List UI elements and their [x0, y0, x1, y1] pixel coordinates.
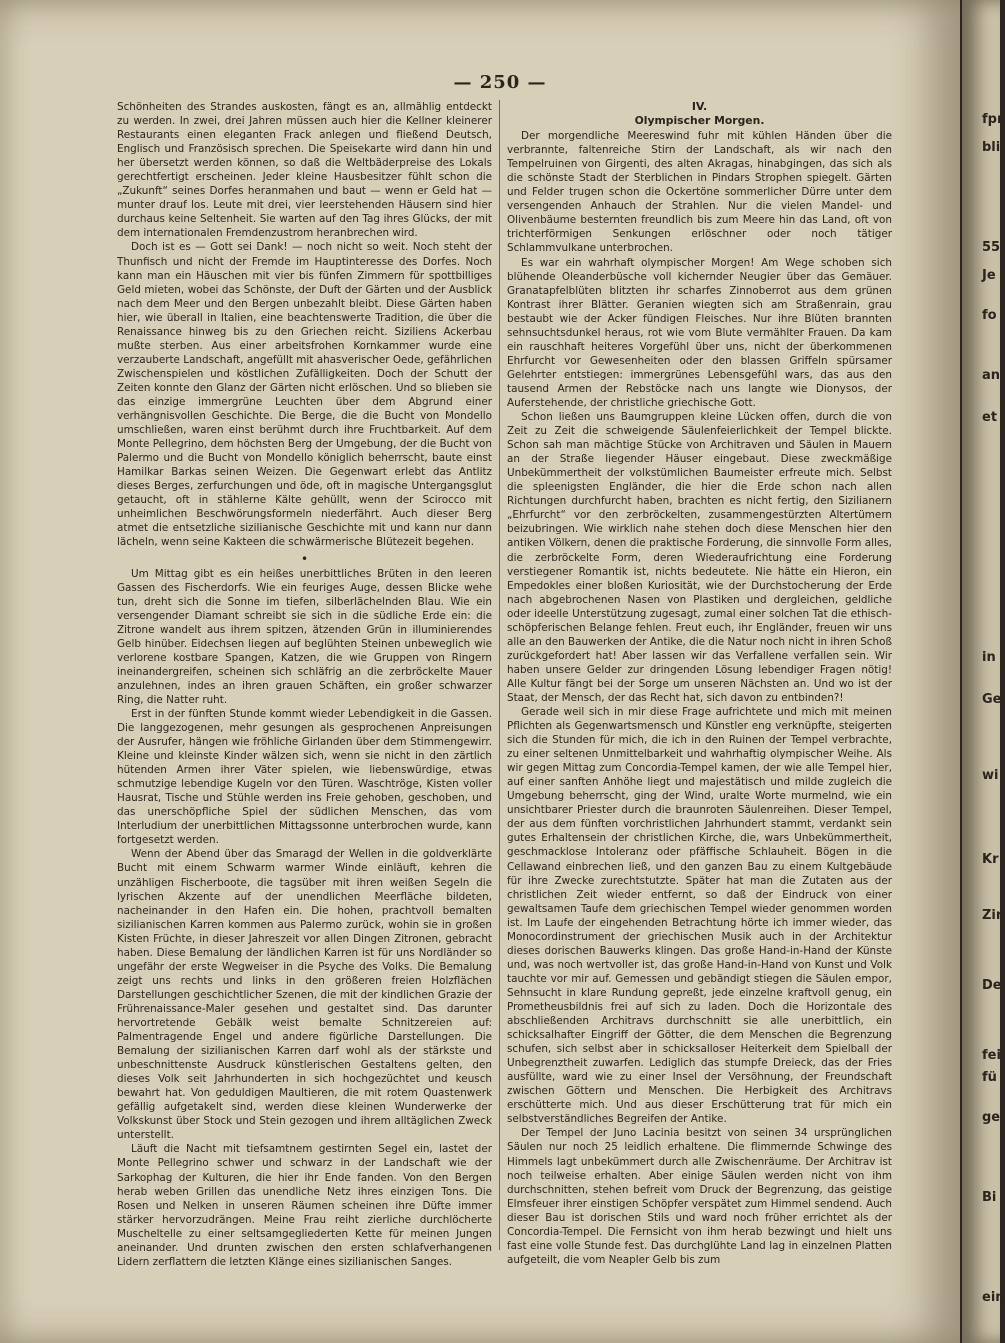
paragraph: Gerade weil sich in mir diese Frage aufrichtete und mich mit meinen Pflichten als Gegenwartsmensch und Künstler eng verknüpfte, steigerten sich die Stunden für mich, die ich in den Ruinen der Tempel verbrachte, zu einer seltenen Unmittelbarkeit und wahrhaftig olympischer Weihe. Als wir gegen Mittag zum Concordia-Tempel kamen, der wie alle Tempel hier, auf einer sanften Anhöhe liegt und majestätisch und milde zugleich die Umgebung beherrscht, ging der Wind, uralte Worte murmelnd, wie ein unsichtbarer Priester durch die braunroten Säulenreihen. Dieser Tempel, der aus dem fünften vorchristlichen Jahrhundert stammt, verdankt sein gutes Erhaltensein der christlichen Kirche, die, wars Unbekümmertheit, geschmacklose Intoleranz oder pfäffische Schlauheit. Bögen in die Cellawand einbrechen ließ, und den ganzen Bau zu einem Kultgebäude für ihre Zwecke zurechtstutzte. Später hat man die Zutaten aus der christlichen Zeit wieder entfernt, so daß der Eindruck von einer gewaltsamen Taufe dem griechischen Tempel wieder genommen worden ist. Im Laufe der eingehenden Betrachtung hörte ich immer wieder, das Monocordinstrument der griechischen Musik auch in der Architektur dieses dorischen Bauwerks klingen. Das große Hand-in-Hand der Künste und, was noch wertvoller ist, das große Hand-in-Hand von Kunst und Volk tauchte vor mir auf. Gemessen und gebändigt stiegen die Säulen empor, Sehnsucht in klare Rundung gepreßt, jede einzelne kraftvoll genug, ein Prometheusbildnis frei auf sich zu laden. Doch die Horizontale des abschließenden Architravs durchschnitt sie alle unerbittlich, ein schicksalhafter Eingriff der Götter, die dem Menschen die Begrenzung schufen, sich selbst aber in schicksalloser Heiterkeit dem Spielball der Unbegrenztheit zuwarfen. Lediglich das stumpfe Dreieck, das der Fries ausfüllte, ward wie zu einer Insel der Versöhnung, der Freundschaft zwischen Göttern und Menschen. Die Herbigkeit des Architravs erschütterte mich. Und aus dieser Erschütterung trat für mich ein selbstverständliches Begreifen der Antike.: [507, 706, 892, 1126]
adjacent-page-fragment: Ge: [982, 692, 1002, 707]
adjacent-page-fragment: Je: [982, 268, 996, 283]
paragraph: Es war ein wahrhaft olympischer Morgen! Am Wege schoben sich blühende Oleanderbüsche voll kichernder Neugier über das Gemäuer. Granatapfelblüten blitzten ihr scharfes Zinnoberrot aus dem grünen Kontrast ihrer Blätter. Geranien wiegten sich am Straßenrain, grau bestaubt wie der Acker fündigen Fleisches. Nur ihre Blüten brannten sehnsuchtsdunkel heraus, rot wie vom Blute vermählter Frauen. Da kam ein rauschhaft heiteres Vorgefühl über uns, nicht der überkommenen Ehrfurcht vor Gewesenheiten oder den blassen Griffeln spürsamer Gelehrter entstiegen: immergrünes Lebensgefühl wars, das aus den tausend Armen der Rebstöcke nach uns langte wie Dionysos, der Auferstehende, der christliche griechische Gott.: [507, 256, 892, 409]
adjacent-page-edge: [962, 0, 1005, 1343]
adjacent-page-fragment: in: [982, 650, 996, 665]
left-column-text-part-1: [117, 100, 492, 550]
right-column-text: [507, 129, 892, 1267]
paragraph: Schon ließen uns Baumgruppen kleine Lücken offen, durch die von Zeit zu Zeit die schweigende Säulenfeierlichkeit der Tempel blickte. Schon sah man mächtige Stücke von Architraven und Säulen in Mauern an der Straße liegender Häuser eingebaut. Diese zweckmäßige Unbekümmertheit der volkstümlichen Baumeister erfreute mich. Selbst die spleenigsten Engländer, die hier die Erde schon nach allen Richtungen durchfurcht haben, brachten es nicht fertig, den Sizilianern „Ehrfurcht“ vor den zerbröckelten, zusammengestürzten Altertümern beizubringen. Wie wirklich nahe stehen doch diese Menschen hier den antiken Völkern, denen die praktische Forderung, die sinnvolle Form alles, die zerbröckelte Form, deren Wiederaufrichtung eine Forderung verstiegener Romantik ist, nichts bedeutete. Nie hätte ein Hieron, ein Empedokles einer bloßen Kuriosität, wie der Durchstocherung der Erde nach abgebrochenen Nasen von Plastiken und dergleichen, geldliche oder ideelle Unterstützung zugesagt, zumal einer solchen Tat die ethisch-schöpferischen Belange fehlen. Freut euch, ihr Engländer, freuen wir uns alle an den Bauwerken der Antike, die die Natur noch nicht in ihren Schoß zurückgefordert hat! Aber lassen wir das Verfallene verfallen sein. Wir haben unsere Gelder zur dringenden Lösung lebendiger Fragen nötig! Alle Kultur fängt bei der Sorge um unseren Nächsten an. Und wo ist der Staat, der Mensch, der das Recht hat, sich davon zu entbinden?!: [507, 411, 892, 704]
paragraph: Läuft die Nacht mit tiefsamtnem gestirnten Segel ein, lastet der Monte Pellegrino schwer und schwarz in der Landschaft wie der Sarkophag der Kulturen, die hier ihr Ende fanden. Von den Bergen herab weben Grillen das unendliche Netz ihres einzigen Tons. Die Rosen und Nelken in unseren Räumen scheinen ihre Düfte immer stärker hervorzudrängen. Meine Frau reiht zierliche durchlöcherte Muscheltelle zu einer seltsamgegliederten Kette für meinen Jungen aneinander. Und drunten zwischen den ersten schlafverhangenen Lidern zerflattern die letzten Klänge eines sizilianischen Sanges.: [117, 1143, 492, 1268]
section-title: Olympischer Morgen.: [634, 114, 765, 128]
adjacent-page-fragment: et: [982, 410, 998, 425]
adjacent-page-fragment: 55,: [982, 240, 1005, 255]
adjacent-page-fragment: fü: [982, 1070, 997, 1085]
adjacent-page-fragment: ein: [982, 1290, 1005, 1305]
paragraph: Schönheiten des Strandes auskosten, fängt es an, allmählig entdeckt zu werden. In zwei, drei Jahren müssen auch hier die Kellner kleinerer Restaurants einen eleganten Frack anlegen und fließend Deutsch, Englisch und Französisch sprechen. Die Speisekarte wird dann hin und her übersetzt werden können, so daß die Weltbäderpreise des Lokals gerechtfertigt erscheinen. Jeder kleine Hausbesitzer fühlt schon die „Zukunft“ seines Dorfes heranmahen und baut — wenn er Geld hat — munter drauf los. Leute mit drei, vier leerstehenden Häusern sind hier durchaus keine Seltenheit. Sie warten auf den Tag ihres Glücks, der mit dem internationalen Fremdenzustrom heranbrechen wird.: [117, 101, 492, 240]
paragraph: Erst in der fünften Stunde kommt wieder Lebendigkeit in die Gassen. Die langgezogenen, mehr gesungen als gesprochenen Anpreisungen der Ausrufer, hängen wie fröhliche Girlanden über dem Stimmengewirr. Kleine und kleinste Kinder wälzen sich, wenn sie nicht in den zärtlich hütenden Armen ihrer Väter spielen, wie liebenswürdige, etwas schmutzige lebendige Kugeln vor den Türen. Waschtröge, Kisten voller Hausrat, Tische und Stühle werden ins Freie gehoben, geschoben, und das unerschöpfliche Spiel der südlichen Menschen, das vom Interludium der unerbittlichen Mittagssonne unterbrochen wurde, kann fortgesetzt werden.: [117, 707, 492, 847]
adjacent-page-fragment: Kr: [982, 852, 999, 867]
adjacent-page-fragment: ge: [982, 1110, 1001, 1125]
adjacent-page-fragment: fpr: [982, 112, 1004, 127]
paragraph: Wenn der Abend über das Smaragd der Wellen in die goldverklärte Bucht mit einem Schwarm warmer Winde einläuft, kehren die unzähligen Fischerboote, die tagsüber mit ihren weißen Segeln die lyrischen Akzente auf der unendlichen Meerfläche bildeten, nacheinander in den Hafen ein. Die hohen, prachtvoll bemalten sizilianischen Karren kommen aus Palermo zurück, wohin sie in großen Kisten Früchte, in dieser Jahreszeit vor allen Dingen Zitronen, gebracht haben. Diese Bemalung der ländlichen Karren ist für uns Nordländer so ungefähr der erste Wegweiser in die Psyche des Volks. Die Bemalung zeigt uns rechts und links in den größeren freien Holzflächen Darstellungen geschichtlicher Szenen, die mit der kindlichen Grazie der Frührenaissance-Maler gesehen und gestaltet sind. Das darunter hervortretende Gebälk weist bemalte Schnitzereien auf: Palmentragende Engel und andere figürliche Darstellungen. Die Bemalung der sizilianischen Karren darf wohl als der stärkste und unbeschnittenste Ausdruck künstlerischen Gestaltens gelten, den dieses Volk seit Jahrhunderten in sich hochgezüchtet und keusch bewahrt hat. Von geduldigen Maultieren, die mit rotem Quastenwerk gefällig aufgetakelt sind, werden diese kleinen Wunderwerke der Volkskunst über Stock und Stein gezogen und ihrem alltäglichen Zweck unterstellt.: [117, 848, 492, 1142]
adjacent-page-fragment: bli: [982, 140, 1001, 155]
column-divider: [499, 100, 500, 1250]
adjacent-page-fragment: fo: [982, 308, 997, 323]
adjacent-page-fragment: Bi: [982, 1190, 997, 1205]
paragraph: Der morgendliche Meereswind fuhr mit kühlen Händen über die verbrannte, faltenreiche Stirn der Landschaft, als wir nach den Tempelruinen von Girgenti, des alten Akragas, hinabgingen, das sich als die schönste Stadt der Sterblichen in Pindars Strophen spiegelt. Gärten und Felder trugen schon die Ockertöne sommerlicher Dürre unter dem versengenden Anhauch der Strahlen. Nur die vielen Mandel- und Olivenbäume besternten freundlich bis zum Meere hin das Land, oft von trichterförmigen Senkungen erlöschner oder noch tätiger Schlammvulkane unterbrochen.: [507, 130, 892, 255]
adjacent-page-fragment: Zin: [982, 908, 1005, 923]
paragraph: Doch ist es — Gott sei Dank! — noch nicht so weit. Noch steht der Thunfisch und nicht der Fremde im Hauptinteresse des Dorfes. Noch kann man ein Häuschen mit vier bis fünfen Zimmern für spottbilliges Geld mieten, wobei das Schönste, der Duft der Gärten und der Ausblick nach dem Meer und den Bergen unbezahlt bleibt. Diese Gärten haben hier, wie überall in Italien, eine beachtenswerte Tradition, die über die Renaissance hinweg bis zu den Griechen reicht. Siziliens Ackerbau mußte sterben. Aus einer arbeitsfrohen Kornkammer wurde eine verzauberte Landschaft, angefüllt mit ahasverischer Oede, gefährlichen Zwischenspielen und köstlichen Zufälligkeiten. Doch der Schutt der Zeiten konnte den Glanz der Gärten nicht erlöschen. Und so blieben sie das einzige immergrüne Leuchten über dem Abgrund einer verhängnisvollen Geschichte. Die Berge, die die Bucht von Mondello umschließen, waren einst berühmt durch ihre Fruchtbarkeit. Auf dem Monte Pellegrino, dem höchsten Berg der Umgebung, der die Bucht von Palermo und die Bucht von Mondello königlich beherrscht, baute einst Hamilkar Barkas seinen Weizen. Die Gegenwart erlebt das Antlitz dieses Berges, zerfurchungen und öde, oft in magische Untergangsglut getaucht, oft in stählerne Kälte gehüllt, wenn der Scirocco mit unheimlichen Beschwörungsformeln niederfährt. Auch dieser Berg atmet die entsetzliche sizilianische Geschichte mit und kann nur dann lächeln, wenn seine Kakteen die schwärmerische Blütezeit begehen.: [117, 241, 492, 549]
paragraph: Um Mittag gibt es ein heißes unerbittliches Brüten in den leeren Gassen des Fischerdorfs. Wie ein feuriges Auge, dessen Blicke wehe tun, dreht sich die Sonne im tiefen, silberlächelnden Blau. Wie ein versengender Diamant schreibt sie sich in die südliche Erde ein: die Zitrone wandelt aus ihrem spitzen, ätzenden Grün in illuminierendes Gelb hinüber. Eidechsen liegen auf beglühten Steinen unbeweglich wie verlorene kostbare Spangen, Katzen, die wie Gruppen von Ringern ineinandergreifen, scheinen sich schläfrig an die zerbröckelte Mauer anzulehnen, indes an ihren grauen Schäften, ein großer schwarzer Ring, die Natter ruht.: [117, 567, 492, 706]
adjacent-page-fragment: wi: [982, 768, 999, 783]
adjacent-page-fragment: fei: [982, 1048, 1001, 1063]
paragraph: Der Tempel der Juno Lacinia besitzt von seinen 34 ursprünglichen Säulen nur noch 25 leidlich erhaltene. Die flimmernde Schwinge des Himmels lagt unbekümmert durch alle Zwischenräume. Der Architrav ist noch teilweise erhalten. Aber einige Säulen werden nicht von ihm durchschnitten, stehen befreit vom Druck der Begrenzung, das geistige Elmsfeuer ihrer einstigen Schöpfer verspätet zum Himmel sendend. Auch dieser Bau ist dorischen Stils und ward noch früher errichtet als der Concordia-Tempel. Die Fernsicht von ihm herab bezwingt und hielt uns fast eine volle Stunde fest. Das durchglühte Land lag in einzelnen Platten aufgeteilt, die vom Neapler Gelb bis zum: [507, 1127, 892, 1266]
left-column-text-part-2: [117, 567, 492, 1269]
page-number: — 250 —: [453, 72, 547, 93]
section-number: IV.: [691, 100, 708, 113]
adjacent-page-fragment: De: [982, 978, 1002, 993]
adjacent-page-fragment: an: [982, 368, 1001, 383]
right-column: [507, 100, 892, 1267]
section-separator: •: [300, 551, 309, 566]
left-column: [117, 100, 492, 1269]
